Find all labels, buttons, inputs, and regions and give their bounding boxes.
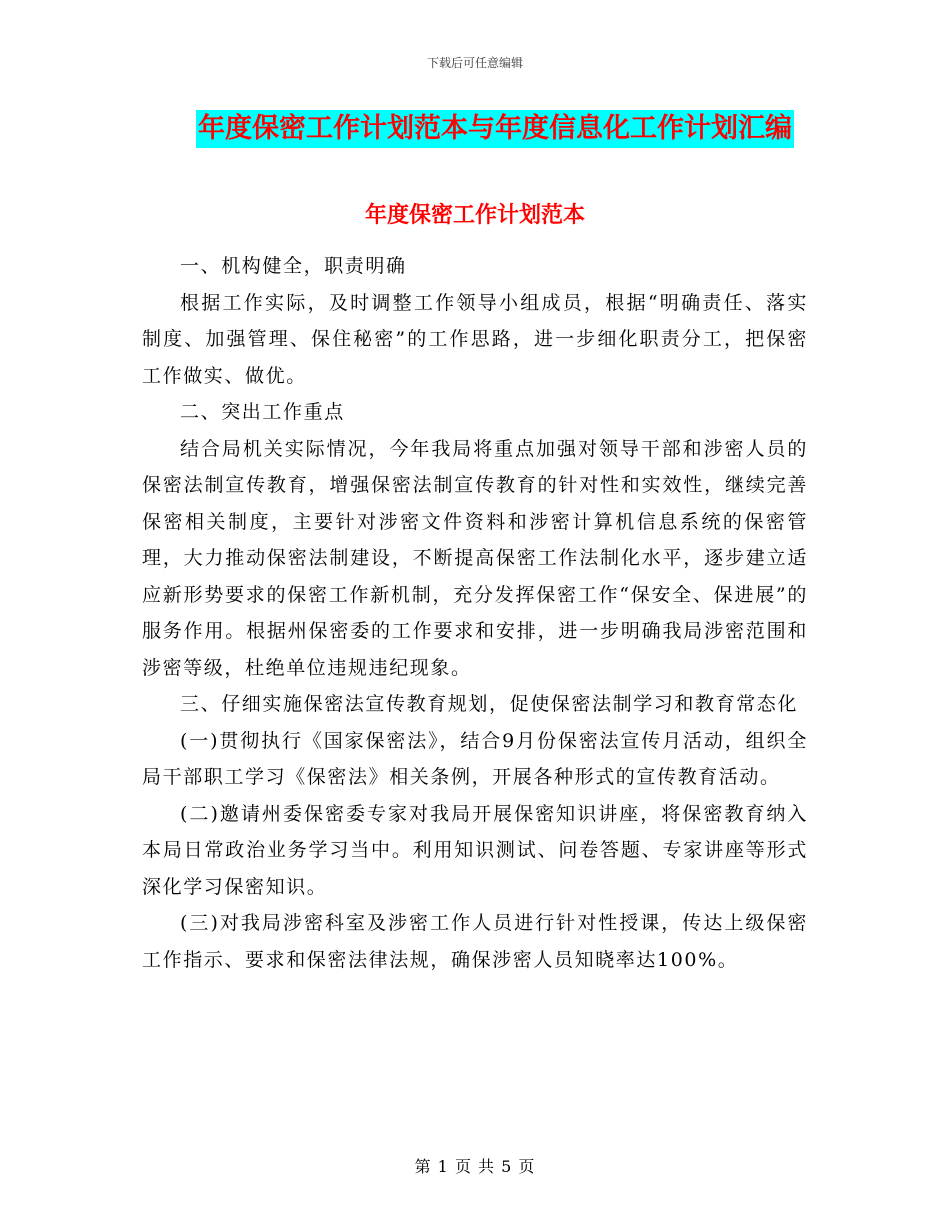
document-body <box>142 248 808 978</box>
section-title: 年度保密工作计划范本 <box>364 202 585 228</box>
paragraph: (二)邀请州委保密委专家对我局开展保密知识讲座，将保密教育纳入本局日常政治业务学习当中。利用知识测试、问卷答题、专家讲座等形式深化学习保密知识。 <box>142 802 808 898</box>
heading-3: 三、仔细实施保密法宣传教育规划，促使保密法制学习和教育常态化 <box>180 693 799 715</box>
document-title-wrapper <box>0 110 950 148</box>
paragraph: 根据工作实际，及时调整工作领导小组成员，根据“明确责任、落实制度、加强管理、保住秘密”的工作思路，进一步细化职责分工，把保密工作做实、做优。 <box>142 291 808 387</box>
paragraph: (三)对我局涉密科室及涉密工作人员进行针对性授课，传达上级保密工作指示、要求和保密法律法规，确保涉密人员知晓率达100%。 <box>142 912 808 971</box>
heading-2: 二、突出工作重点 <box>180 401 345 423</box>
document-title: 年度保密工作计划范本与年度信息化工作计划汇编 <box>196 110 794 148</box>
page-number: 第 1 页 共 5 页 <box>414 1157 536 1176</box>
paragraph: (一)贯彻执行《国家保密法》，结合9月份保密法宣传月活动，组织全局干部职工学习《保密法》相关条例，开展各种形式的宣传教育活动。 <box>142 729 808 788</box>
heading-1: 一、机构健全，职责明确 <box>180 255 407 277</box>
page-header-note: 下载后可任意编辑 <box>426 56 523 70</box>
paragraph: 结合局机关实际情况，今年我局将重点加强对领导干部和涉密人员的保密法制宣传教育，增强保密法制宣传教育的针对性和实效性，继续完善保密相关制度，主要针对涉密文件资料和涉密计算机信息系统的保密管理，大力推动保密法制建设，不断提高保密工作法制化水平，逐步建立适应新形势要求的保密工作新机制，充分发挥保密工作“保安全、保进展”的服务作用。根据州保密委的工作要求和安排，进一步明确我局涉密范围和涉密等级，杜绝单位违规违纪现象。 <box>142 437 808 679</box>
